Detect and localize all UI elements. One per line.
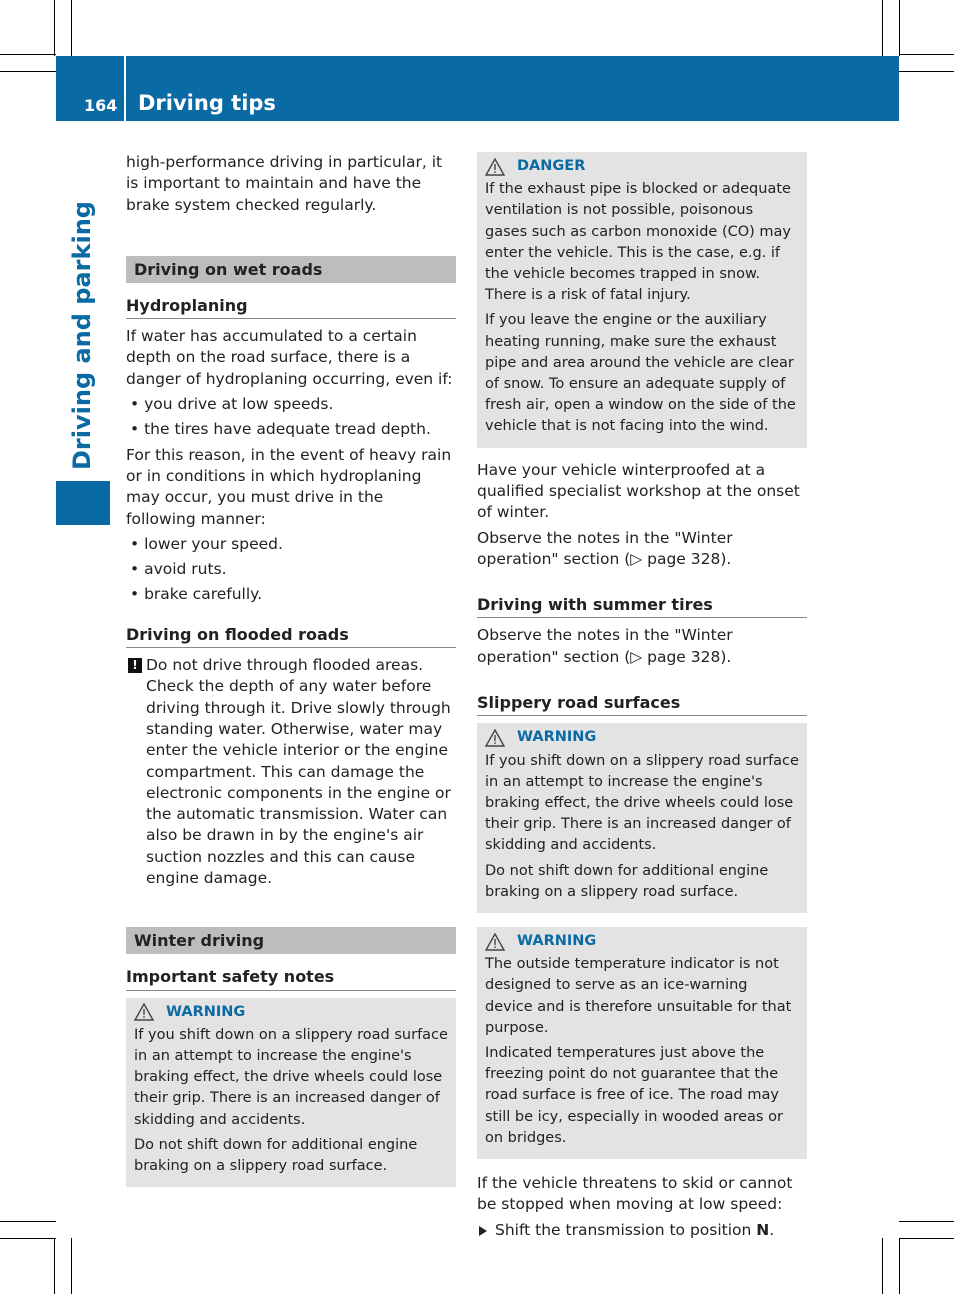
crop-mark — [54, 1238, 55, 1294]
warning-triangle-icon — [485, 933, 505, 951]
paragraph: If water has accumulated to a certain depth on the road surface, there is a danger of hydroplaning occurring, even if: — [126, 327, 453, 388]
instruction-text: Shift the transmission to position N. — [495, 1220, 775, 1239]
paragraph-with-page-ref: Observe the notes in the "Winter operation" section (▷ page 328). — [477, 626, 733, 666]
list-item: • you drive at low speeds. — [126, 394, 456, 415]
paragraph: Have your vehicle winterproofed at a qualified specialist workshop at the onset of winter. — [477, 460, 800, 522]
warning-box — [477, 723, 807, 913]
warning-label: WARNING — [166, 1003, 246, 1020]
crop-mark — [882, 0, 883, 56]
left-column — [126, 152, 456, 1187]
danger-label: DANGER — [517, 158, 586, 174]
warning-text: Indicated temperatures just above the freezing point do not guarantee that the road surface is free of ice. The road may still be icy, especially in wooded areas or on bridges. — [485, 1044, 783, 1146]
danger-text: If you leave the engine or the auxiliary heating running, make sure the exhaust pipe and area around the vehicle are clear of snow. To ensure an adequate supply of fresh air, open a window on the side of the vehicle that is not facing into the wind. — [485, 312, 796, 435]
warning-text: If you shift down on a slippery road surface in an attempt to increase the engine's braking effect, the drive wheels could lose their grip. There is an increased danger of skidding and accidents. — [485, 752, 799, 854]
crop-mark — [54, 0, 55, 56]
paragraph: If the vehicle threatens to skid or cannot be stopped when moving at low speed: — [477, 1173, 793, 1214]
page-number: 164 — [84, 96, 118, 115]
section-heading-wet-roads: Driving on wet roads — [126, 256, 456, 283]
crop-mark — [899, 1238, 900, 1294]
subheading-hydroplaning: Hydroplaning — [126, 295, 456, 319]
warning-text: The outside temperature indicator is not designed to serve as an ice-warning device and is therefore unsuitable for that purpose. — [485, 956, 792, 1036]
crop-mark — [899, 71, 954, 72]
warning-triangle-icon — [485, 158, 505, 176]
subheading-safety-notes: Important safety notes — [126, 966, 456, 990]
paragraph-with-page-ref: Observe the notes in the "Winter operation" section (▷ page 328). — [477, 528, 733, 568]
warning-text: If you shift down on a slippery road surface in an attempt to increase the engine's braking effect, the drive wheels could lose their grip. There is an increased danger of skidding and accidents. — [134, 1026, 448, 1128]
page-header — [56, 56, 899, 121]
warning-header — [485, 931, 799, 952]
crop-mark — [0, 71, 56, 72]
warning-label: WARNING — [517, 729, 597, 746]
arrow-right-icon — [479, 1226, 487, 1236]
section-heading-winter: Winter driving — [126, 927, 456, 954]
subheading-summer-tires: Driving with summer tires — [477, 594, 807, 618]
notice-block — [126, 655, 456, 889]
side-tab-label: Driving and parking — [68, 201, 96, 470]
warning-header — [485, 727, 799, 748]
intro-paragraph: high-performance driving in particular, it is important to maintain and have the brake system checked regularly. — [126, 153, 443, 214]
header-divider — [124, 56, 126, 121]
page-title: Driving tips — [138, 91, 276, 115]
danger-header — [485, 156, 799, 177]
danger-box — [477, 152, 807, 448]
crop-mark — [71, 1238, 72, 1294]
list-item: • lower your speed. — [126, 534, 456, 555]
list-item: • the tires have adequate tread depth. — [126, 419, 456, 440]
warning-box — [477, 927, 807, 1159]
crop-mark — [0, 54, 56, 55]
list-item: • avoid ruts. — [126, 559, 456, 580]
paragraph: For this reason, in the event of heavy rain or in conditions in which hydroplaning may occur, you must drive in the following manner: — [126, 445, 452, 528]
danger-text: If the exhaust pipe is blocked or adequate ventilation is not possible, poisonous gases such as carbon monoxide (CO) may enter the vehicle. This is the case, e.g. if the vehicle becomes trapped in snow. There is a risk of fatal injury. — [485, 181, 791, 304]
warning-text: Do not shift down for additional engine braking on a slippery road surface. — [134, 1136, 418, 1175]
crop-mark — [899, 1238, 954, 1239]
side-tab-marker — [56, 481, 110, 525]
crop-mark — [899, 1221, 954, 1222]
crop-mark — [899, 54, 954, 55]
warning-label: WARNING — [517, 932, 597, 949]
warning-triangle-icon — [485, 729, 505, 747]
instruction-step — [477, 1220, 807, 1241]
crop-mark — [899, 0, 900, 56]
crop-mark — [71, 0, 72, 56]
warning-triangle-icon — [134, 1003, 154, 1021]
subheading-flooded-roads: Driving on flooded roads — [126, 624, 456, 648]
notice-text: Do not drive through flooded areas. Check the depth of any water before driving through it. Drive slowly through standing water. Otherwise, water may enter the vehicle interior or the engine compartment. This can damage the electronic components in the engine or the automatic transmission. Water can also be drawn in by the engine's air suction nozzles and this can cause engine damage. — [146, 656, 451, 888]
crop-mark — [882, 1238, 883, 1294]
right-column — [477, 152, 807, 1241]
crop-mark — [0, 1221, 56, 1222]
warning-text: Do not shift down for additional engine braking on a slippery road surface. — [485, 862, 769, 900]
subheading-slippery-roads: Slippery road surfaces — [477, 692, 807, 716]
crop-mark — [0, 1238, 56, 1239]
list-item: • brake carefully. — [126, 584, 456, 605]
exclamation-icon: ! — [128, 658, 142, 673]
warning-box — [126, 998, 456, 1188]
warning-header — [134, 1002, 448, 1023]
